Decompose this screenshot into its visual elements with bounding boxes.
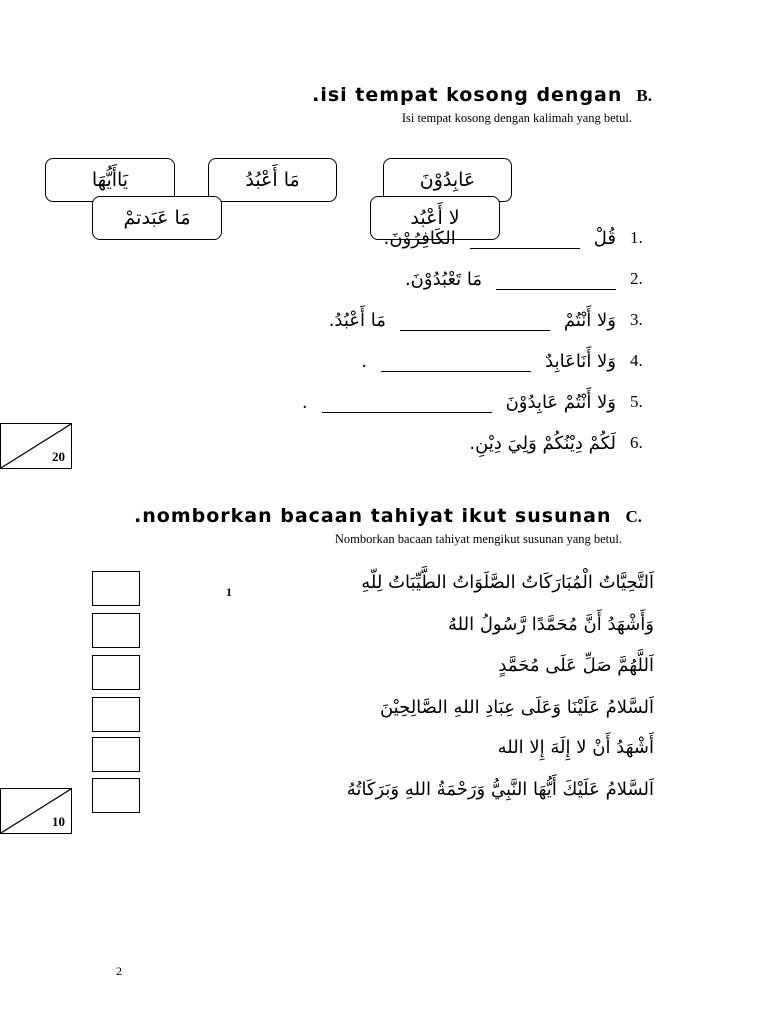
question-number: 1. [630,228,643,247]
order-answer-box[interactable] [92,737,140,772]
question-number: 5. [630,392,643,411]
order-answer-box[interactable] [92,613,140,648]
question-line [361,343,648,379]
tahiyat-line: اَللَّهُمَّ صَلِّ عَلَى مُحَمَّدٍ [498,655,654,676]
section-c-title: .nomborkan bacaan tahiyat ikut susunan [134,505,612,527]
section-b-header [312,84,652,106]
answer-blank[interactable] [400,310,550,331]
word-bank-item[interactable]: يَاأَيُّهَا [45,158,175,202]
section-b-instruction: Isi tempat kosong dengan kalimah yang betul. [401,111,632,125]
section-b-title: .isi tempat kosong dengan [312,84,623,106]
question-text: الكَافِرُوْنَ. [383,227,456,249]
section-c-instruction: Nomborkan bacaan tahiyat mengikut susunan yang betul. [334,532,622,546]
score-box-section-c [0,788,72,834]
question-text: لَكُمْ دِيْنُكُمْ وَلِيَ دِيْنِ. [469,432,616,454]
question-line [405,261,648,297]
question-line [384,220,648,256]
answer-blank[interactable] [470,228,580,249]
order-answer-box[interactable] [92,778,140,813]
order-answer-box[interactable] [92,697,140,732]
question-text: وَلا أَنَاعَابِدٌ [545,350,616,372]
answer-blank[interactable] [322,392,492,413]
tahiyat-line: وَأَشْهَدُ أَنَّ مُحَمَّدًا رَّسُولُ اللهُ [448,614,654,635]
order-answer-box[interactable] [92,655,140,690]
word-bank-item[interactable]: مَا أَعْبُدُ [208,158,337,202]
question-line [302,384,648,420]
section-c-letter: C. [625,507,642,526]
question-number: 3. [630,310,643,329]
order-number-example: 1 [226,585,232,599]
tahiyat-line: اَلسَّلامُ عَلَيْكَ أَيُّهَا النَّبِيُّ وَرَحْمَةُ اللهِ وَبَرَكَاتُهُ [346,779,654,800]
question-line [329,302,648,338]
answer-blank[interactable] [496,269,616,290]
question-text: مَا أَعْبُدُ. [328,309,386,331]
question-text: . [361,350,368,372]
word-bank-item[interactable]: مَا عَبَدتمْ [92,196,222,240]
order-answer-box[interactable] [92,571,140,606]
tahiyat-line: اَلسَّلامُ عَلَيْنَا وَعَلَى عِبَادِ اللهِ الصَّالِحِيْنَ [379,697,654,718]
score-total: 20 [52,449,65,464]
page-number: 2 [116,964,122,978]
question-text: . [301,391,308,413]
question-text: مَا تَعْبُدُوْنَ. [404,268,482,290]
section-b-letter: B. [636,86,652,105]
word-bank-item[interactable]: عَابِدُوْنَ [383,158,512,202]
question-number: 2. [630,269,643,288]
score-total: 10 [52,814,65,829]
score-box-section-b [0,423,72,469]
section-c-header [134,505,642,527]
answer-blank[interactable] [381,351,531,372]
question-text: قُلْ [593,227,616,249]
question-number: 6. [630,433,643,452]
word-bank-item[interactable]: لا أَعْبُد [370,196,500,240]
tahiyat-line: أَشْهَدُ أَنْ لا إِلَهَ إِلا الله [497,737,654,758]
tahiyat-line: اَلتَّحِيَّاتُ الْمُبَارَكَاتُ الصَّلَوَاتُ الطَّيِّبَاتُ لِلّهِ [361,572,654,593]
question-text: وَلا أَنْتُمْ عَابِدُوْنَ [505,391,616,413]
question-number: 4. [630,351,643,370]
question-text: وَلا أَنْتُمْ [563,309,616,331]
question-line [469,425,648,461]
